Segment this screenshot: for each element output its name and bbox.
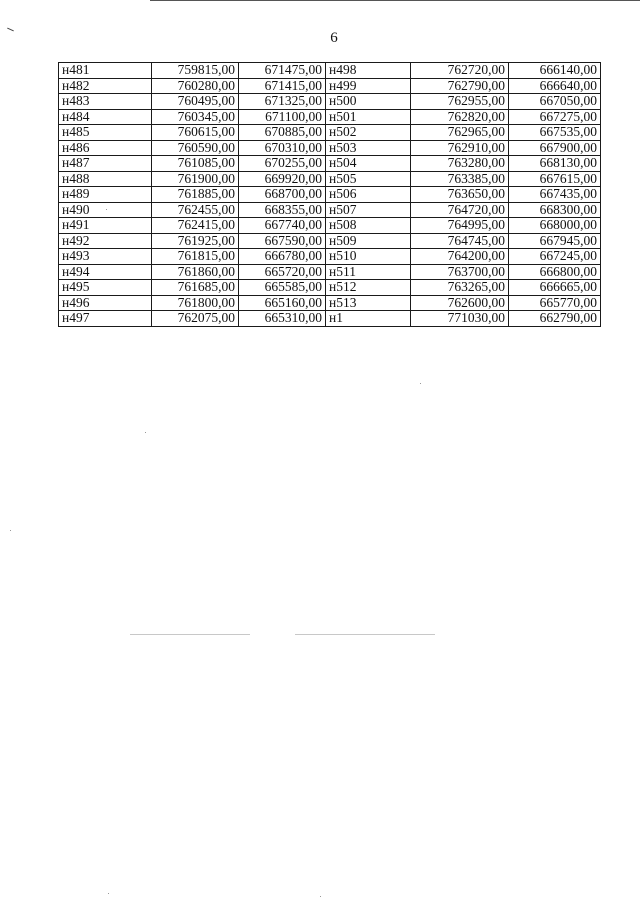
table-cell-point-id: н507 <box>326 202 411 218</box>
table-cell-point-id: н497 <box>59 311 152 327</box>
table-cell-y-coordinate: 665585,00 <box>239 280 326 296</box>
table-cell-y-coordinate: 668130,00 <box>509 156 601 172</box>
table-cell-x-coordinate: 762965,00 <box>411 125 509 141</box>
table-cell-y-coordinate: 668300,00 <box>509 202 601 218</box>
scan-artifact-dot <box>106 209 107 210</box>
table-cell-y-coordinate: 666800,00 <box>509 264 601 280</box>
table-cell-y-coordinate: 667615,00 <box>509 171 601 187</box>
table-cell-x-coordinate: 762910,00 <box>411 140 509 156</box>
table-cell-point-id: н487 <box>59 156 152 172</box>
table-cell-x-coordinate: 771030,00 <box>411 311 509 327</box>
table-cell-y-coordinate: 671325,00 <box>239 94 326 110</box>
table-row <box>59 156 601 172</box>
table-cell-x-coordinate: 760590,00 <box>152 140 239 156</box>
table-row <box>59 218 601 234</box>
table-cell-y-coordinate: 669920,00 <box>239 171 326 187</box>
table-cell-point-id: н500 <box>326 94 411 110</box>
table-cell-y-coordinate: 662790,00 <box>509 311 601 327</box>
scan-artifact-line <box>130 634 250 635</box>
table-cell-y-coordinate: 666140,00 <box>509 63 601 79</box>
table-cell-point-id: н510 <box>326 249 411 265</box>
table-row <box>59 264 601 280</box>
table-cell-point-id: н485 <box>59 125 152 141</box>
table-row <box>59 295 601 311</box>
table-cell-x-coordinate: 763265,00 <box>411 280 509 296</box>
table-cell-point-id: н508 <box>326 218 411 234</box>
table-cell-x-coordinate: 760495,00 <box>152 94 239 110</box>
table-cell-point-id: н509 <box>326 233 411 249</box>
table-cell-x-coordinate: 763385,00 <box>411 171 509 187</box>
scan-artifact-dot <box>10 530 11 531</box>
table-cell-point-id: н505 <box>326 171 411 187</box>
table-row <box>59 109 601 125</box>
table-cell-point-id: н506 <box>326 187 411 203</box>
table-cell-x-coordinate: 761685,00 <box>152 280 239 296</box>
table-cell-y-coordinate: 667740,00 <box>239 218 326 234</box>
table-cell-y-coordinate: 667050,00 <box>509 94 601 110</box>
table-row <box>59 140 601 156</box>
table-cell-x-coordinate: 762600,00 <box>411 295 509 311</box>
table-cell-x-coordinate: 764200,00 <box>411 249 509 265</box>
table-cell-point-id: н488 <box>59 171 152 187</box>
coordinates-table <box>58 62 601 327</box>
table-row <box>59 94 601 110</box>
table-cell-point-id: н504 <box>326 156 411 172</box>
table-row <box>59 187 601 203</box>
scan-artifact-dot <box>108 893 109 894</box>
table-cell-point-id: н502 <box>326 125 411 141</box>
table-cell-x-coordinate: 762820,00 <box>411 109 509 125</box>
table-cell-x-coordinate: 759815,00 <box>152 63 239 79</box>
table-cell-x-coordinate: 760280,00 <box>152 78 239 94</box>
table-cell-y-coordinate: 665770,00 <box>509 295 601 311</box>
table-cell-y-coordinate: 665310,00 <box>239 311 326 327</box>
table-cell-x-coordinate: 762075,00 <box>152 311 239 327</box>
table-cell-y-coordinate: 667900,00 <box>509 140 601 156</box>
table-row <box>59 280 601 296</box>
table-cell-y-coordinate: 667275,00 <box>509 109 601 125</box>
table-cell-y-coordinate: 670255,00 <box>239 156 326 172</box>
scan-artifact-dot <box>420 383 421 384</box>
table-cell-x-coordinate: 763650,00 <box>411 187 509 203</box>
table-cell-y-coordinate: 671100,00 <box>239 109 326 125</box>
scan-top-edge-line <box>150 0 640 1</box>
table-cell-point-id: н511 <box>326 264 411 280</box>
table-cell-x-coordinate: 761815,00 <box>152 249 239 265</box>
table-cell-x-coordinate: 762720,00 <box>411 63 509 79</box>
table-cell-x-coordinate: 760345,00 <box>152 109 239 125</box>
table-cell-x-coordinate: 762415,00 <box>152 218 239 234</box>
table-cell-y-coordinate: 668000,00 <box>509 218 601 234</box>
table-cell-y-coordinate: 671415,00 <box>239 78 326 94</box>
table-cell-y-coordinate: 665720,00 <box>239 264 326 280</box>
table-cell-y-coordinate: 668355,00 <box>239 202 326 218</box>
table-cell-y-coordinate: 666780,00 <box>239 249 326 265</box>
table-cell-point-id: н493 <box>59 249 152 265</box>
table-cell-point-id: н486 <box>59 140 152 156</box>
table-cell-point-id: н483 <box>59 94 152 110</box>
table-cell-x-coordinate: 764720,00 <box>411 202 509 218</box>
table-cell-point-id: н495 <box>59 280 152 296</box>
table-cell-point-id: н499 <box>326 78 411 94</box>
table-cell-y-coordinate: 665160,00 <box>239 295 326 311</box>
table-cell-y-coordinate: 667245,00 <box>509 249 601 265</box>
table-row <box>59 202 601 218</box>
table-cell-y-coordinate: 667590,00 <box>239 233 326 249</box>
table-cell-y-coordinate: 671475,00 <box>239 63 326 79</box>
table-row <box>59 125 601 141</box>
table-cell-point-id: н513 <box>326 295 411 311</box>
table-cell-x-coordinate: 761800,00 <box>152 295 239 311</box>
table-cell-y-coordinate: 667945,00 <box>509 233 601 249</box>
table-cell-x-coordinate: 761925,00 <box>152 233 239 249</box>
scan-artifact-dot <box>145 432 146 433</box>
table-cell-x-coordinate: 761900,00 <box>152 171 239 187</box>
table-cell-point-id: н482 <box>59 78 152 94</box>
table-cell-y-coordinate: 666665,00 <box>509 280 601 296</box>
table-cell-x-coordinate: 761860,00 <box>152 264 239 280</box>
table-cell-y-coordinate: 666640,00 <box>509 78 601 94</box>
table-cell-point-id: н1 <box>326 311 411 327</box>
table-row <box>59 311 601 327</box>
table-cell-point-id: н496 <box>59 295 152 311</box>
table-cell-x-coordinate: 763700,00 <box>411 264 509 280</box>
table-cell-x-coordinate: 760615,00 <box>152 125 239 141</box>
table-row <box>59 233 601 249</box>
table-cell-y-coordinate: 670310,00 <box>239 140 326 156</box>
table-cell-point-id: н492 <box>59 233 152 249</box>
table-cell-x-coordinate: 761085,00 <box>152 156 239 172</box>
table-cell-point-id: н491 <box>59 218 152 234</box>
coordinates-table-body <box>59 63 601 327</box>
table-cell-point-id: н512 <box>326 280 411 296</box>
table-cell-y-coordinate: 667435,00 <box>509 187 601 203</box>
table-cell-point-id: н494 <box>59 264 152 280</box>
table-row <box>59 78 601 94</box>
table-cell-point-id: н501 <box>326 109 411 125</box>
table-cell-x-coordinate: 762955,00 <box>411 94 509 110</box>
scan-artifact-line <box>295 634 435 635</box>
table-cell-point-id: н503 <box>326 140 411 156</box>
table-cell-point-id: н489 <box>59 187 152 203</box>
table-cell-y-coordinate: 667535,00 <box>509 125 601 141</box>
table-cell-x-coordinate: 762790,00 <box>411 78 509 94</box>
table-cell-x-coordinate: 763280,00 <box>411 156 509 172</box>
table-cell-x-coordinate: 761885,00 <box>152 187 239 203</box>
table-cell-point-id: н490 <box>59 202 152 218</box>
table-cell-x-coordinate: 762455,00 <box>152 202 239 218</box>
page-number: 6 <box>330 30 338 46</box>
scan-artifact-dot <box>320 896 321 897</box>
table-row <box>59 249 601 265</box>
table-cell-y-coordinate: 668700,00 <box>239 187 326 203</box>
table-row <box>59 63 601 79</box>
table-cell-point-id: н481 <box>59 63 152 79</box>
table-cell-x-coordinate: 764745,00 <box>411 233 509 249</box>
table-cell-x-coordinate: 764995,00 <box>411 218 509 234</box>
table-row <box>59 171 601 187</box>
table-cell-point-id: н484 <box>59 109 152 125</box>
table-cell-point-id: н498 <box>326 63 411 79</box>
table-cell-y-coordinate: 670885,00 <box>239 125 326 141</box>
